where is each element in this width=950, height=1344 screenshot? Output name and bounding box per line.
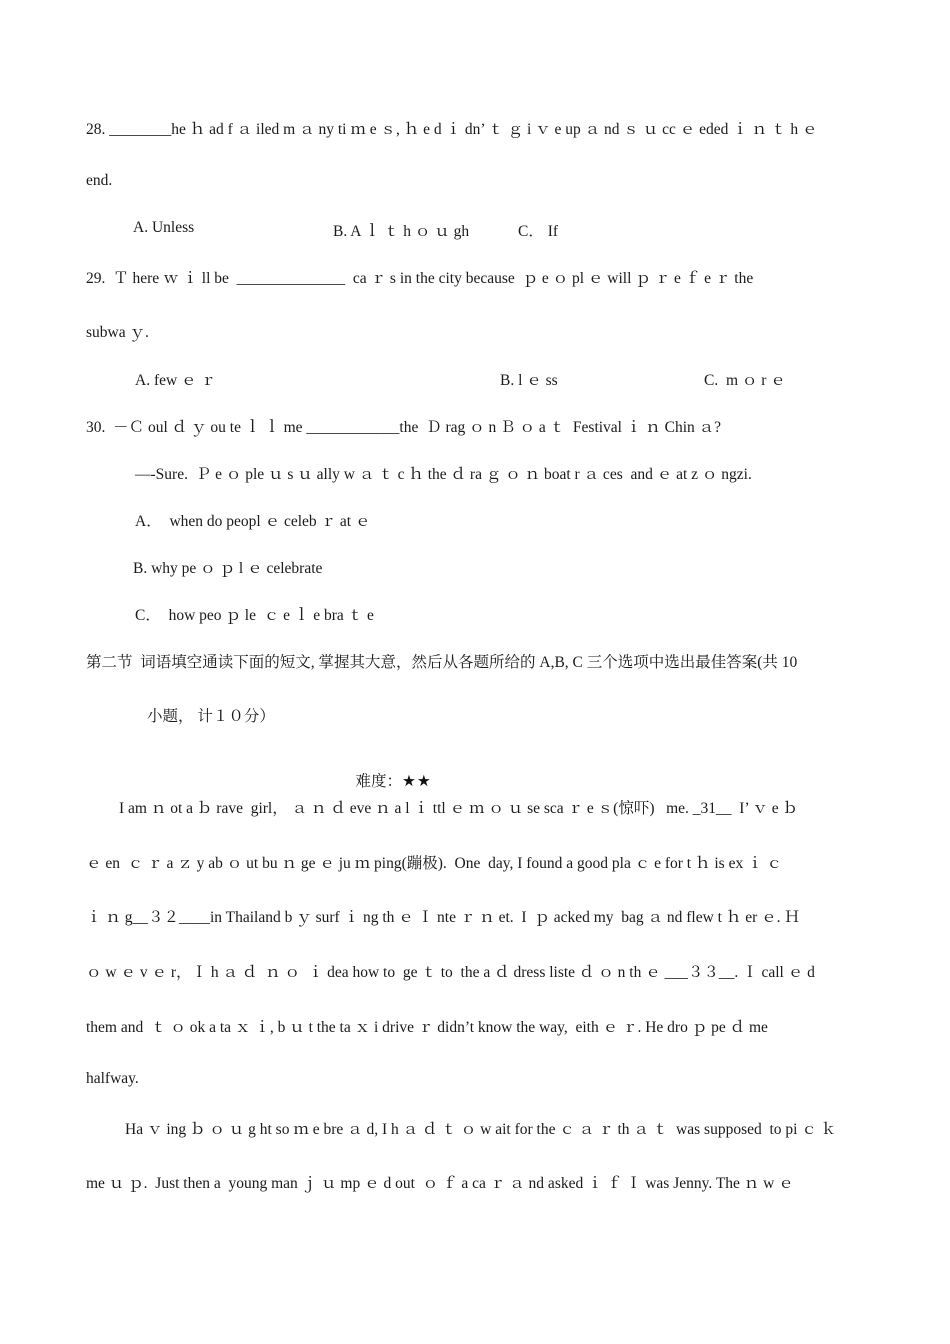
q29-option-b: B. l ｅ ss bbox=[500, 372, 558, 389]
passage-line-7: Ha ｖ ing ｂ ｏ ｕ g ht so ｍ e bre ａ d, I h ａ ｄ ｔ ｏ w ait for the ｃ ａ ｒ th ａ ｔ was supposed to pi ｃ ｋ bbox=[125, 1121, 837, 1138]
passage-line-1: I am ｎ ot a ｂ rave girl， ａ ｎ ｄ eve ｎ a l ｉ ttl ｅ ｍ ｏ ｕ se sca ｒ e ｓ(惊吓) me. _31__ I’ ｖ e ｂ bbox=[119, 800, 798, 817]
passage-line-5: them and ｔ ｏ ok a ta ｘ ｉ, b ｕ t the ta ｘ i drive ｒ didn’t know the way, eith ｅ ｒ. He dro ｐ pe ｄ me bbox=[86, 1019, 768, 1036]
difficulty-stars: ★★ bbox=[402, 773, 432, 790]
q30-option-c: C． how peo ｐ le ｃ e ｌ e bra ｔ e bbox=[135, 607, 374, 624]
q28-option-a: A. Unless bbox=[133, 219, 195, 236]
q29-option-c: C. m ｏ r ｅ bbox=[704, 372, 786, 389]
q28-option-c: C． If bbox=[518, 223, 559, 240]
q29-option-a: A. few ｅ ｒ bbox=[135, 372, 216, 389]
passage-line-8: me ｕ ｐ. Just then a young man ｊ ｕ mp ｅ d out ｏ ｆ a ca ｒ ａ nd asked ｉ ｆ Ｉ was Jenny. The ｎ w ｅ bbox=[86, 1175, 794, 1192]
difficulty-label: 难度： bbox=[355, 773, 403, 790]
section-heading: 第二节 词语填空通读下面的短文, 掌握其大意，然后从各题所给的 A,B, C 三个选项中选出最佳答案(共 10 bbox=[86, 654, 798, 671]
passage-line-4: ｏ w ｅ v ｅ r，Ｉ h ａ ｄ ｎ ｏ ｉ dea how to ge ｔ to the a ｄ dress liste ｄ ｏ n th ｅ ___３３__. Ｉ call ｅ d bbox=[86, 964, 815, 981]
passage-line-3: ｉ ｎ g__３２____in Thailand b ｙ surf ｉ ng th ｅ Ｉ nte ｒ ｎ et. I ｐ acked my bag ａ nd flew t ｈ er ｅ. Ｈ bbox=[86, 909, 800, 926]
section-heading-continued: 小题， 计１０分） bbox=[147, 708, 275, 725]
q29-stem: 29. Ｔ here ｗ ｉ ll be ______________ ca ｒ s in the city because ｐ e ｏ pl ｅ will ｐ ｒ e ｆ e ｒ the bbox=[86, 270, 754, 287]
q30-option-b: B. why pe ｏ ｐ l ｅ celebrate bbox=[133, 560, 323, 577]
passage-line-2: ｅ en ｃ ｒ a ｚ y ab ｏ ut bu ｎ ge ｅ ju ｍ ping(蹦极). One day, I found a good pla ｃ e for t ｈ is ex ｉ ｃ bbox=[86, 855, 782, 872]
q28-stem: 28. ________he ｈ ad f ａ iled m ａ ny ti ｍ e ｓ, ｈ e d ｉ dn’ ｔ ｇ i ｖ e up ａ nd ｓ ｕ cc ｅ eded ｉ ｎ ｔ h ｅ bbox=[86, 121, 818, 138]
q28-stem-continued: end. bbox=[86, 172, 113, 189]
passage-line-6: halfway. bbox=[86, 1070, 139, 1087]
q29-stem-continued: subwa ｙ. bbox=[86, 324, 149, 341]
q30-stem: 30. －Ｃ oul ｄ ｙ ou te ｌ ｌ me ____________the Ｄ rag ｏ n Ｂ ｏ a ｔ Festival ｉ ｎ Chin ａ? bbox=[86, 419, 722, 436]
q30-option-a: A． when do peopl ｅ celeb ｒ at ｅ bbox=[135, 513, 371, 530]
q28-option-b: B. A ｌ ｔ h ｏ ｕ gh bbox=[333, 223, 470, 240]
q30-reply: —-Sure. Ｐ e ｏ ple ｕ s ｕ ally w ａ ｔ c ｈ the ｄ ra ｇ ｏ ｎ boat r ａ ces and ｅ at z ｏ ngzi. bbox=[135, 466, 752, 483]
